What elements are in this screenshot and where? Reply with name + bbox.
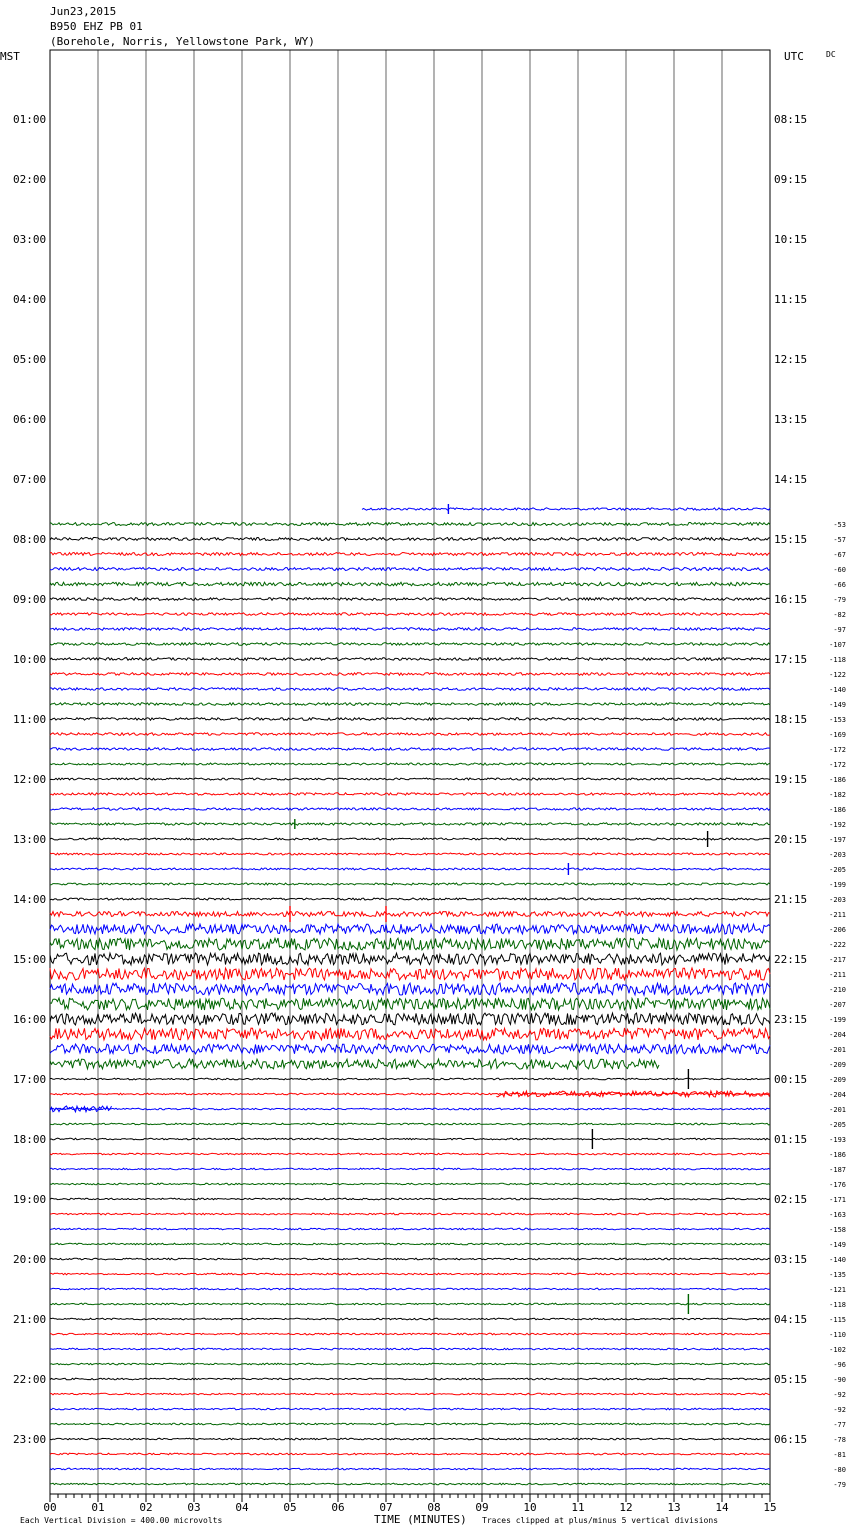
seismic-events [290,504,708,1314]
header-station: B950 EHZ PB 01 [50,20,143,33]
utc-hour-label: 03:15 [774,1253,808,1266]
mst-hour-label: 11:00 [13,713,47,726]
trace-line [50,1393,770,1395]
dc-offset-label: -66 [833,581,846,589]
trace-line [50,1213,770,1215]
trace-line [50,1273,770,1275]
header-location: (Borehole, Norris, Yellowstone Park, WY) [50,35,315,48]
dc-offset-label: -172 [829,746,846,754]
dc-offset-label: -163 [829,1211,846,1219]
utc-hour-label: 12:15 [774,353,808,366]
dc-offset-label: -172 [829,761,846,769]
dc-offset-label: -140 [829,1256,846,1264]
mst-hour-label: 02:00 [13,173,47,186]
utc-hour-label: 00:15 [774,1073,808,1086]
trace-line [50,953,770,965]
trace-line [50,643,770,646]
utc-hour-label: 05:15 [774,1373,808,1386]
trace-line [50,838,770,840]
mst-hour-label: 22:00 [13,1373,47,1386]
trace-line [50,1123,770,1125]
dc-offset-label: -206 [829,926,846,934]
mst-hour-label: 20:00 [13,1253,47,1266]
dc-offset-labels [829,521,846,1489]
trace-line [50,613,770,616]
dc-offset-label: -92 [833,1406,846,1414]
mst-hour-label: 21:00 [13,1313,47,1326]
dc-offset-label: -90 [833,1376,846,1384]
trace-line [50,1288,770,1290]
trace-line [50,968,770,980]
utc-hour-label: 21:15 [774,893,808,906]
utc-hour-labels [774,113,807,1446]
trace-line [50,1183,770,1185]
trace-line [50,938,770,950]
scale-note: Each Vertical Division = 400.00 microvolts [20,1516,223,1525]
trace-line [50,538,770,541]
dc-offset-label: -192 [829,821,846,829]
trace-line [50,808,770,810]
x-tick-label: 02 [139,1501,153,1514]
dc-offset-label: -207 [829,1001,846,1009]
dc-offset-label: -199 [829,1016,846,1024]
dc-offset-label: -209 [829,1061,846,1069]
dc-offset-label: -107 [829,641,846,649]
dc-offset-label: -186 [829,806,846,814]
trace-line [50,1363,770,1365]
trace-line [50,793,770,795]
trace-line [50,1333,770,1335]
utc-hour-label: 16:15 [774,593,808,606]
dc-offset-label: -205 [829,866,846,874]
trace-line [50,1408,770,1410]
dc-offset-label: -153 [829,716,846,724]
mst-hour-label: 09:00 [13,593,47,606]
x-tick-label: 13 [667,1501,681,1514]
trace-line [50,1028,770,1040]
dc-offset-label: -149 [829,701,846,709]
dc-offset-label: -79 [833,596,846,604]
trace-line [50,688,770,691]
trace-line [50,568,770,571]
x-tick-label: 08 [427,1501,441,1514]
dc-offset-label: -187 [829,1166,846,1174]
x-tick-label: 05 [283,1501,297,1514]
trace-line [50,1228,770,1230]
x-tick-label: 01 [91,1501,105,1514]
mst-hour-label: 16:00 [13,1013,47,1026]
trace-line [50,868,770,870]
dc-offset-label: -209 [829,1076,846,1084]
trace-line [50,883,770,885]
dc-offset-label: -171 [829,1196,846,1204]
dc-offset-label: -57 [833,536,846,544]
utc-hour-label: 01:15 [774,1133,808,1146]
dc-offset-label: -158 [829,1226,846,1234]
dc-offset-label: -140 [829,686,846,694]
dc-offset-label: -118 [829,1301,846,1309]
trace-line [50,733,770,736]
x-tick-label: 04 [235,1501,249,1514]
utc-hour-label: 18:15 [774,713,808,726]
utc-hour-label: 02:15 [774,1193,808,1206]
x-tick-label: 10 [523,1501,537,1514]
x-tick-label: 14 [715,1501,729,1514]
dc-offset-label: -217 [829,956,846,964]
dc-offset-label: -96 [833,1361,846,1369]
trace-line [50,1438,770,1440]
mst-hour-label: 17:00 [13,1073,47,1086]
x-tick-label: 03 [187,1501,201,1514]
utc-hour-label: 11:15 [774,293,808,306]
trace-burst [50,1106,112,1112]
trace-line [50,1059,659,1069]
trace-line [50,912,770,917]
x-tick-label: 11 [571,1501,585,1514]
utc-hour-label: 14:15 [774,473,808,486]
utc-hour-label: 09:15 [774,173,808,186]
dc-offset-label: -186 [829,776,846,784]
dc-offset-label: -201 [829,1106,846,1114]
trace-line [50,823,770,825]
dc-label: DC [826,50,836,59]
trace-line [50,998,770,1010]
seismic-traces [50,508,770,1485]
trace-line [50,898,770,900]
trace-line [50,778,770,780]
trace-line [50,658,770,661]
trace-line [50,1198,770,1200]
mst-hour-label: 06:00 [13,413,47,426]
trace-line [50,703,770,706]
mst-hour-label: 07:00 [13,473,47,486]
trace-line [50,983,770,995]
trace-line [50,853,770,855]
dc-offset-label: -82 [833,611,846,619]
mst-hour-label: 19:00 [13,1193,47,1206]
x-tick-label: 09 [475,1501,489,1514]
dc-offset-label: -205 [829,1121,846,1129]
mst-hour-label: 13:00 [13,833,47,846]
dc-offset-label: -211 [829,911,846,919]
dc-offset-label: -199 [829,881,846,889]
trace-line [50,1153,770,1155]
dc-offset-label: -135 [829,1271,846,1279]
trace-line [50,924,770,934]
trace-line [50,1138,770,1140]
trace-line [50,1168,770,1170]
dc-offset-label: -80 [833,1466,846,1474]
utc-hour-label: 19:15 [774,773,808,786]
dc-offset-label: -149 [829,1241,846,1249]
x-tick-label: 07 [379,1501,393,1514]
trace-line [50,1348,770,1350]
dc-offset-label: -110 [829,1331,846,1339]
trace-line [50,1044,770,1054]
trace-line [50,763,770,765]
trace-line [50,1378,770,1380]
mst-hour-label: 23:00 [13,1433,47,1446]
x-tick-label: 12 [619,1501,633,1514]
mst-hour-label: 04:00 [13,293,47,306]
dc-offset-label: -97 [833,626,846,634]
dc-offset-label: -211 [829,971,846,979]
dc-offset-label: -203 [829,851,846,859]
trace-line [50,523,770,526]
dc-offset-label: -121 [829,1286,846,1294]
mst-hour-label: 01:00 [13,113,47,126]
mst-hour-labels [13,113,46,1446]
dc-offset-label: -201 [829,1046,846,1054]
trace-line [50,553,770,556]
utc-hour-label: 06:15 [774,1433,808,1446]
trace-line [50,628,770,631]
dc-offset-label: -78 [833,1436,846,1444]
mst-hour-label: 08:00 [13,533,47,546]
trace-line [362,508,770,510]
trace-line [50,1243,770,1245]
trace-line [50,748,770,751]
dc-offset-label: -182 [829,791,846,799]
x-tick-label: 06 [331,1501,345,1514]
utc-hour-label: 04:15 [774,1313,808,1326]
dc-offset-label: -118 [829,656,846,664]
trace-line [50,1258,770,1260]
dc-offset-label: -197 [829,836,846,844]
trace-line [50,673,770,676]
dc-offset-label: -67 [833,551,846,559]
dc-offset-label: -169 [829,731,846,739]
mst-hour-label: 05:00 [13,353,47,366]
trace-line [50,1318,770,1320]
x-axis [43,1494,776,1514]
dc-offset-label: -204 [829,1091,846,1099]
dc-offset-label: -210 [829,986,846,994]
dc-offset-label: -193 [829,1136,846,1144]
dc-offset-label: -92 [833,1391,846,1399]
dc-offset-label: -53 [833,521,846,529]
x-tick-label: 00 [43,1501,57,1514]
dc-offset-label: -186 [829,1151,846,1159]
mst-hour-label: 03:00 [13,233,47,246]
utc-hour-label: 13:15 [774,413,808,426]
dc-offset-label: -115 [829,1316,846,1324]
trace-line [50,1483,770,1485]
mst-hour-label: 15:00 [13,953,47,966]
utc-hour-label: 08:15 [774,113,808,126]
utc-hour-label: 17:15 [774,653,808,666]
trace-line [50,1423,770,1425]
utc-hour-label: 23:15 [774,1013,808,1026]
utc-hour-label: 10:15 [774,233,808,246]
right-timezone-label: UTC [784,50,804,63]
dc-offset-label: -203 [829,896,846,904]
mst-hour-label: 14:00 [13,893,47,906]
dc-offset-label: -77 [833,1421,846,1429]
left-timezone-label: MST [0,50,20,63]
trace-line [50,1453,770,1455]
trace-line [50,598,770,601]
mst-hour-label: 18:00 [13,1133,47,1146]
clip-note: Traces clipped at plus/minus 5 vertical divisions [482,1516,719,1525]
trace-line [50,1013,770,1025]
plot-frame [50,50,770,1494]
minute-gridlines [98,50,722,1494]
utc-hour-label: 20:15 [774,833,808,846]
trace-line [50,718,770,721]
dc-offset-label: -81 [833,1451,846,1459]
dc-offset-label: -60 [833,566,846,574]
dc-offset-label: -79 [833,1481,846,1489]
trace-line [50,1078,770,1080]
trace-line [50,1303,770,1305]
utc-hour-label: 15:15 [774,533,808,546]
x-axis-title: TIME (MINUTES) [374,1513,467,1526]
dc-offset-label: -102 [829,1346,846,1354]
mst-hour-label: 10:00 [13,653,47,666]
trace-line [50,1468,770,1470]
trace-line [50,582,770,586]
utc-hour-label: 22:15 [774,953,808,966]
header-date: Jun23,2015 [50,5,117,18]
trace-line [50,1108,770,1110]
dc-offset-label: -204 [829,1031,846,1039]
dc-offset-label: -222 [829,941,846,949]
dc-offset-label: -122 [829,671,846,679]
dc-offset-label: -176 [829,1181,846,1189]
x-tick-label: 15 [763,1501,777,1514]
mst-hour-label: 12:00 [13,773,47,786]
